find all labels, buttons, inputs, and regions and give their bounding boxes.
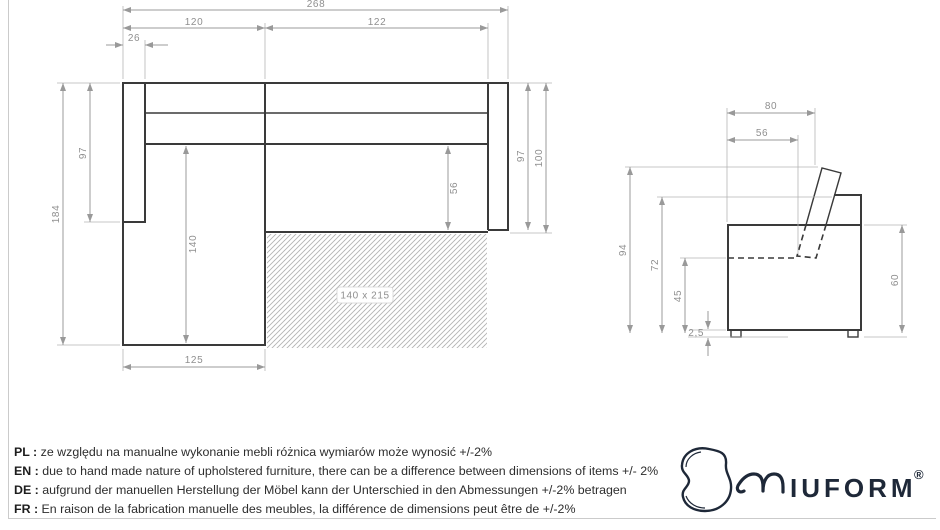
disclaimer-text-pl: ze względu na manualne wykonanie mebli różnica wymiarów może wynosić +/-2% — [40, 445, 493, 459]
dim-seat-depth: 56 — [449, 181, 460, 195]
dim-height-body: 60 — [890, 273, 901, 287]
dim-total-depth: 184 — [51, 204, 62, 224]
logo-wordmark-m-icon — [737, 474, 783, 492]
registered-trademark-symbol: ® — [914, 467, 924, 482]
dim-height-back: 72 — [650, 258, 661, 272]
disclaimer-lang-de: DE : — [14, 483, 39, 497]
dim-depth-left: 97 — [78, 146, 89, 160]
dim-right-section: 122 — [367, 17, 387, 28]
side-view-drawing — [618, 101, 907, 356]
dim-armrest-width: 26 — [127, 33, 141, 44]
disclaimer-lang-pl: PL : — [14, 445, 38, 459]
dim-side-seat-depth: 56 — [755, 128, 769, 139]
logo-wordmark-text: IUFORM — [790, 473, 917, 503]
dim-chaise-width: 125 — [184, 355, 204, 366]
dim-total-width: 268 — [306, 0, 326, 10]
dim-chaise-length: 140 — [188, 234, 199, 254]
dim-depth-right: 97 — [516, 149, 527, 163]
disclaimer-text-en: due to hand made nature of upholstered furniture, there can be a difference between dimensions of items +/- 2% — [42, 464, 659, 478]
disclaimer-line-pl — [14, 443, 664, 462]
disclaimer-text-de: aufgrund der manuellen Herstellung der Möbel kann der Unterschied in den Abmessungen +/-2% betragen — [42, 483, 627, 497]
dim-sleeping-area: 140 x 215 — [340, 290, 390, 302]
miuform-logo-svg — [676, 444, 932, 516]
disclaimer-line-fr — [14, 500, 664, 519]
bean-icon — [682, 448, 731, 511]
disclaimer-line-en — [14, 462, 664, 481]
headrest-cushion — [728, 168, 841, 258]
side-view-dimensions — [618, 101, 902, 356]
dim-height-seat: 45 — [673, 289, 684, 303]
side-view-extension-lines — [625, 108, 907, 337]
disclaimer-lang-fr: FR : — [14, 502, 39, 516]
dim-depth-with-headrest: 80 — [764, 101, 778, 112]
disclaimer-block — [14, 443, 664, 519]
dim-left-section: 120 — [184, 17, 204, 28]
sleeping-area-label — [337, 287, 393, 303]
dim-height-total: 94 — [618, 243, 629, 257]
top-view-drawing — [51, 0, 552, 371]
disclaimer-line-de — [14, 481, 664, 500]
disclaimer-text-fr: En raison de la fabrication manuelle des meubles, la différence de dimensions peut être de +/-2% — [41, 502, 576, 516]
disclaimer-lang-en: EN : — [14, 464, 39, 478]
dim-leg-height: 2,5 — [688, 328, 704, 339]
miuform-logo — [676, 444, 932, 516]
sofa-side-outline — [727, 194, 862, 337]
dim-depth-right-total: 100 — [534, 148, 545, 168]
